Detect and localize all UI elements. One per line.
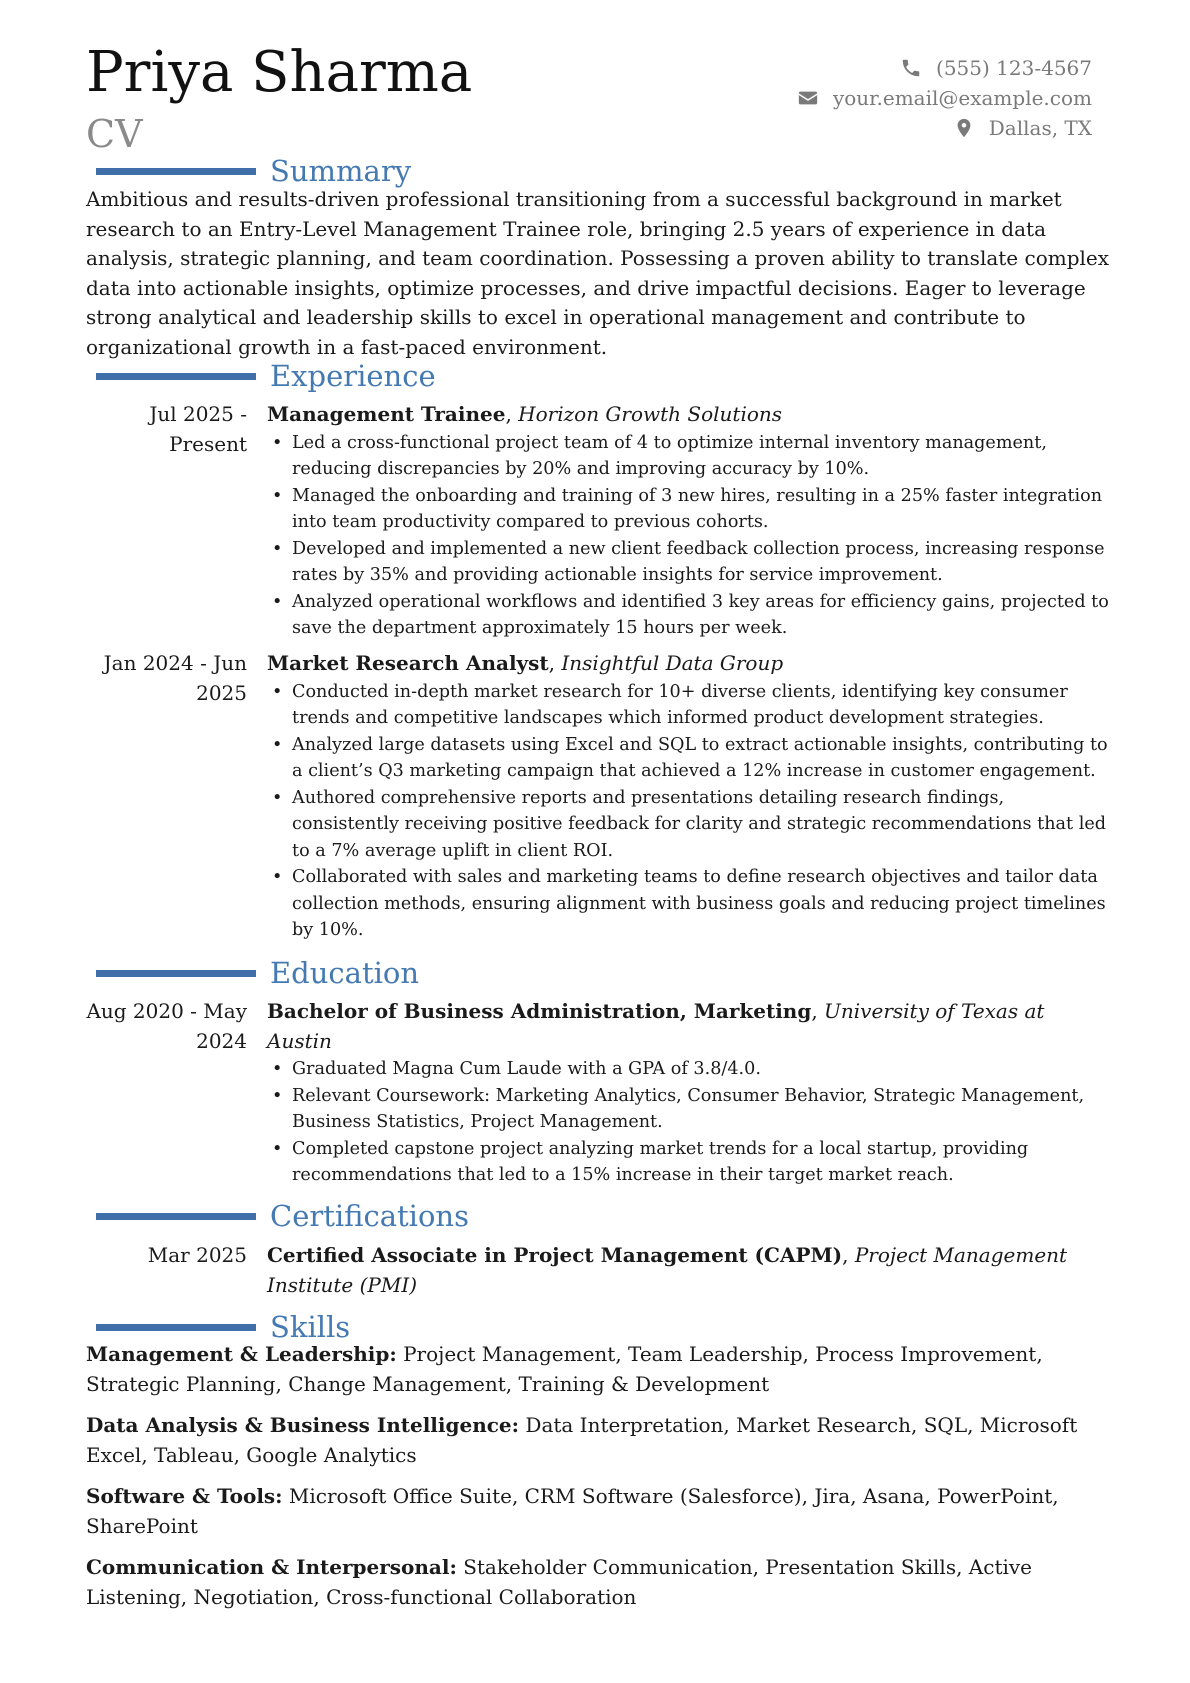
bullet-item: • Relevant Coursework: Marketing Analytics, Consumer Behavior, Strategic Management, Business Statistics, Project Management. <box>267 1083 1112 1136</box>
section-summary <box>96 154 411 188</box>
bullet-list <box>267 679 1112 944</box>
entry-heading: Market Research Analyst, Insightful Data Group <box>267 651 784 675</box>
contact-block <box>797 53 1092 143</box>
summary-text: Ambitious and results-driven professional transitioning from a successful background in market research to an Entry-Level Management Trainee role, bringing 2.5 years of experience in data analysis, strategic planning, and team coordination. Possessing a proven ability to translate complex data into actionable insights, optimize processes, and drive impactful decisions. Eager to leverage strong analytical and leadership skills to excel in operational management and contribute to organizational growth in a fast-paced environment. <box>86 187 1110 359</box>
skill-group <box>86 1482 1116 1541</box>
entry-body <box>267 997 1112 1189</box>
skill-group <box>86 1553 1116 1612</box>
bullet-item: • Analyzed large datasets using Excel and SQL to extract actionable insights, contributing to a client’s Q3 marketing campaign that achieved a 12% increase in customer engagement. <box>267 732 1112 785</box>
bullet-item: • Led a cross-functional project team of 4 to optimize internal inventory management, reducing discrepancies by 20% and improving accuracy by 10%. <box>267 430 1112 483</box>
skill-items: Stakeholder Communication, Presentation Skills, Active Listening, Negotiation, Cross-functional Collaboration <box>86 1555 1033 1609</box>
section-bar <box>96 970 256 977</box>
phone-icon <box>900 57 922 79</box>
skill-items: Data Interpretation, Market Research, SQL, Microsoft Excel, Tableau, Google Analytics <box>86 1413 1078 1467</box>
document-label: CV <box>86 112 143 156</box>
skill-label: Communication & Interpersonal: <box>86 1555 457 1579</box>
entry-heading: Bachelor of Business Administration, Marketing, University of Texas at Austin <box>267 999 1045 1053</box>
entry-date: Jan 2024 - Jun 2025 <box>103 651 247 705</box>
contact-phone <box>797 53 1092 83</box>
bullet-item: • Graduated Magna Cum Laude with a GPA of 3.8/4.0. <box>267 1056 1112 1083</box>
entry-body <box>267 649 1112 944</box>
entry-date: Jul 2025 - Present <box>149 402 247 456</box>
section-bar <box>96 373 256 380</box>
entry-body <box>267 400 1112 642</box>
skill-items: Microsoft Office Suite, CRM Software (Salesforce), Jira, Asana, PowerPoint, SharePoint <box>86 1484 1059 1538</box>
section-title: Experience <box>270 359 436 393</box>
entry-title: Market Research Analyst <box>267 651 549 675</box>
entry-title: Certified Associate in Project Management (CAPM) <box>267 1243 843 1267</box>
section-bar <box>96 1324 256 1331</box>
section-title: Skills <box>270 1310 351 1344</box>
entry-body <box>267 1241 1112 1300</box>
candidate-name: Priya Sharma <box>86 40 473 105</box>
skill-group <box>86 1411 1116 1470</box>
skill-label: Software & Tools: <box>86 1484 283 1508</box>
bullet-item: • Authored comprehensive reports and presentations detailing research findings, consistently receiving positive feedback for clarity and strategic recommendations that led to a 7% average uplift in client ROI. <box>267 785 1112 865</box>
map-marker-icon <box>953 117 975 139</box>
phone-text: (555) 123-4567 <box>936 56 1092 80</box>
section-title: Summary <box>270 154 412 188</box>
skill-label: Data Analysis & Business Intelligence: <box>86 1413 520 1437</box>
envelope-icon <box>797 87 819 109</box>
skill-label: Management & Leadership: <box>86 1342 397 1366</box>
bullet-item: • Collaborated with sales and marketing teams to define research objectives and tailor data collection methods, ensuring alignment with business goals and reducing project timelines by 10%. <box>267 864 1112 944</box>
entry-org: University of Texas at Austin <box>267 999 1045 1053</box>
entry-org: Insightful Data Group <box>561 651 784 675</box>
entry-date: Mar 2025 <box>147 1243 247 1267</box>
bullet-item: • Analyzed operational workflows and identified 3 key areas for efficiency gains, projected to save the department approximately 15 hours per week. <box>267 589 1112 642</box>
section-education <box>96 956 419 990</box>
entry-heading: Certified Associate in Project Management (CAPM), Project Management Institute (PMI) <box>267 1243 1068 1297</box>
bullet-item: • Developed and implemented a new client feedback collection process, increasing response rates by 35% and providing actionable insights for service improvement. <box>267 536 1112 589</box>
email-text: your.email@example.com <box>832 86 1092 110</box>
entry-date: Aug 2020 - May 2024 <box>86 999 247 1053</box>
section-experience <box>96 359 436 393</box>
skill-group <box>86 1340 1116 1399</box>
location-text: Dallas, TX <box>988 116 1092 140</box>
bullet-list <box>267 430 1112 642</box>
section-skills <box>96 1310 350 1344</box>
entry-title: Bachelor of Business Administration, Marketing <box>267 999 812 1023</box>
section-title: Certifications <box>270 1199 469 1233</box>
section-certifications <box>96 1199 469 1233</box>
entry-title: Management Trainee <box>267 402 506 426</box>
entry-org: Project Management Institute (PMI) <box>267 1243 1068 1297</box>
bullet-item: • Completed capstone project analyzing market trends for a local startup, providing recommendations that led to a 15% increase in their target market reach. <box>267 1136 1112 1189</box>
entry-org: Horizon Growth Solutions <box>518 402 783 426</box>
section-title: Education <box>270 956 420 990</box>
entry-heading: Management Trainee, Horizon Growth Solutions <box>267 402 783 426</box>
contact-location <box>797 113 1092 143</box>
skill-items: Project Management, Team Leadership, Process Improvement, Strategic Planning, Change Management, Training & Development <box>86 1342 1043 1396</box>
bullet-list <box>267 1056 1112 1189</box>
section-bar <box>96 1213 256 1220</box>
bullet-item: • Conducted in-depth market research for 10+ diverse clients, identifying key consumer trends and competitive landscapes which informed product development strategies. <box>267 679 1112 732</box>
contact-email <box>797 83 1092 113</box>
bullet-item: • Managed the onboarding and training of 3 new hires, resulting in a 25% faster integration into team productivity compared to previous cohorts. <box>267 483 1112 536</box>
section-bar <box>96 168 256 175</box>
